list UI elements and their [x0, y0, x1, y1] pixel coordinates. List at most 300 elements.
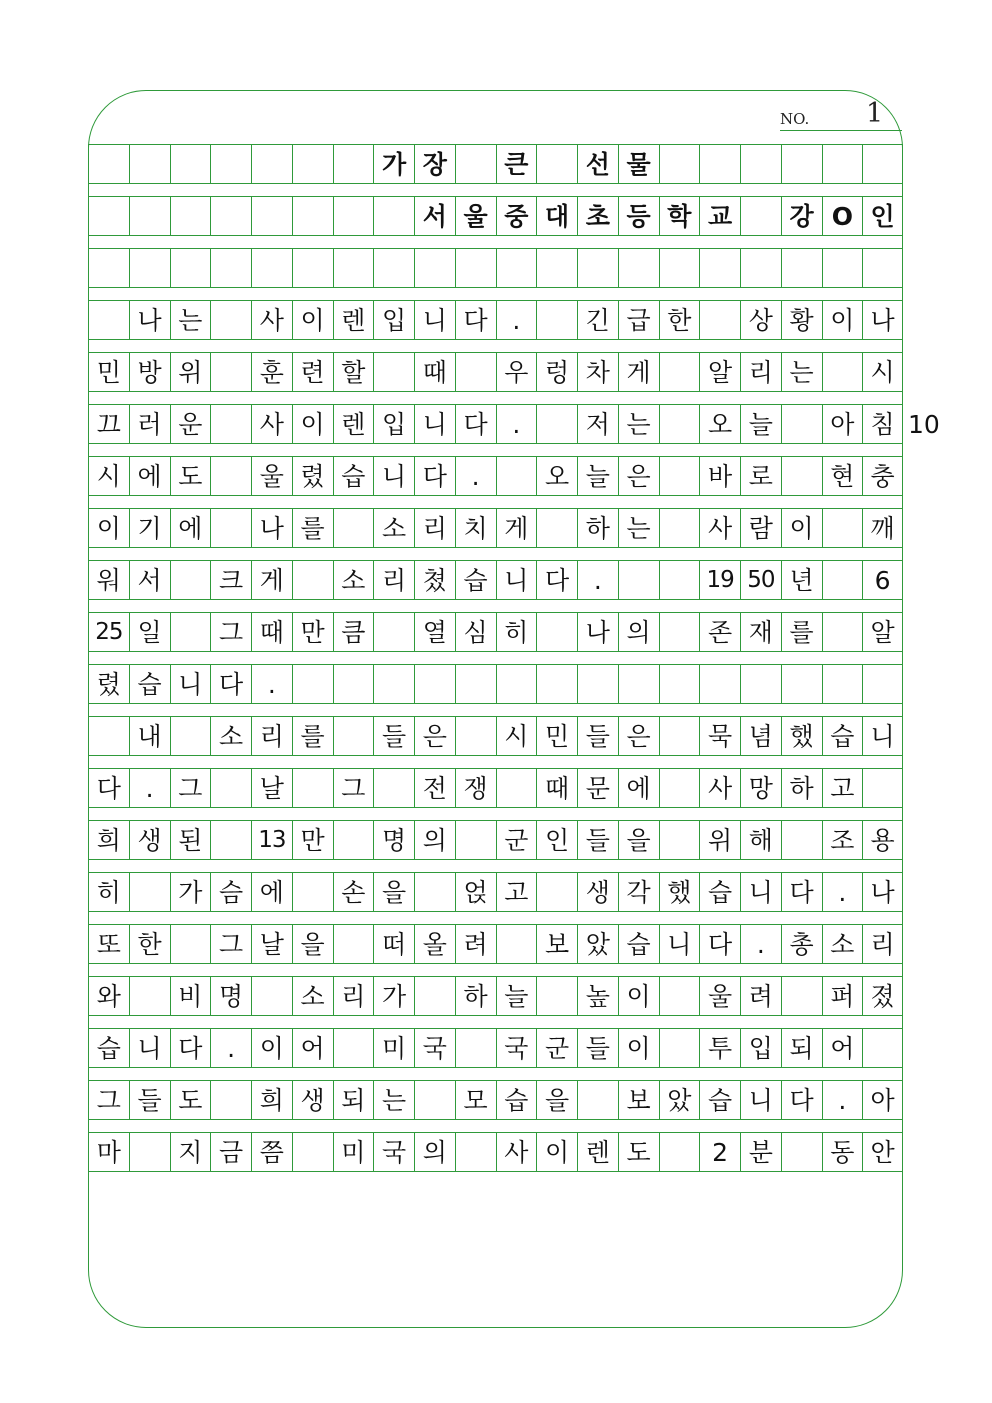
grid-cell: O: [822, 197, 863, 235]
grid-cell: 깨: [862, 509, 903, 547]
grid-cell: [333, 665, 374, 703]
grid-cell: 하: [577, 509, 618, 547]
grid-cell: [129, 977, 170, 1015]
text-row: [88, 508, 903, 548]
grid-cell: 은: [618, 457, 659, 495]
grid-cell: 했: [659, 873, 700, 911]
grid-cell: [210, 301, 251, 339]
grid-cell: 크: [210, 561, 251, 599]
grid-cell: .: [129, 769, 170, 807]
grid-cell: 했: [781, 717, 822, 755]
grid-cell: [781, 145, 822, 183]
grid-cell: 를: [781, 613, 822, 651]
grid-cell: 바: [699, 457, 740, 495]
grid-cell: [333, 509, 374, 547]
grid-cell: [496, 665, 537, 703]
grid-cell: 다: [455, 405, 496, 443]
grid-cell: [129, 1133, 170, 1171]
grid-cell: 시: [496, 717, 537, 755]
grid-cell: [659, 1133, 700, 1171]
grid-cell: [862, 769, 903, 807]
grid-cell: [333, 925, 374, 963]
grid-cell: 인: [536, 821, 577, 859]
grid-cell: 워: [88, 561, 129, 599]
grid-cell: [699, 249, 740, 287]
grid-cell: [292, 145, 333, 183]
grid-cell: [781, 405, 822, 443]
grid-cell: 학: [659, 197, 700, 235]
grid-cell: 13: [251, 821, 292, 859]
grid-cell: [455, 665, 496, 703]
grid-cell: 다: [88, 769, 129, 807]
grid-cell: 로: [740, 457, 781, 495]
grid-cell: [659, 769, 700, 807]
grid-cell: 나: [862, 301, 903, 339]
grid-cell: 소: [292, 977, 333, 1015]
grid-cell: 니: [129, 1029, 170, 1067]
text-row: [88, 924, 903, 964]
grid-cell: [659, 353, 700, 391]
grid-cell: 물: [618, 145, 659, 183]
grid-cell: 날: [251, 769, 292, 807]
grid-cell: 도: [618, 1133, 659, 1171]
grid-cell: 들: [577, 1029, 618, 1067]
grid-cell: 입: [740, 1029, 781, 1067]
grid-cell: 쟁: [455, 769, 496, 807]
grid-cell: 니: [496, 561, 537, 599]
grid-cell: 다: [455, 301, 496, 339]
grid-cell: [251, 197, 292, 235]
grid-cell: [822, 145, 863, 183]
grid-cell: 에: [170, 509, 211, 547]
grid-cell: [333, 249, 374, 287]
grid-cell: .: [251, 665, 292, 703]
grid-cell: 긴: [577, 301, 618, 339]
grid-cell: 우: [496, 353, 537, 391]
grid-cell: 해: [740, 821, 781, 859]
grid-cell: 은: [618, 717, 659, 755]
grid-cell: 민: [88, 353, 129, 391]
grid-cell: 와: [88, 977, 129, 1015]
grid-cell: 나: [577, 613, 618, 651]
grid-cell: 국: [414, 1029, 455, 1067]
grid-cell: [659, 509, 700, 547]
text-row: [88, 1028, 903, 1068]
grid-cell: [496, 925, 537, 963]
grid-cell: [577, 665, 618, 703]
grid-cell: [251, 145, 292, 183]
grid-cell: 선: [577, 145, 618, 183]
grid-cell: [822, 561, 863, 599]
grid-cell: 생: [129, 821, 170, 859]
grid-cell: 어: [292, 1029, 333, 1067]
grid-cell: 상: [740, 301, 781, 339]
grid-cell: 리: [740, 353, 781, 391]
grid-cell: 을: [536, 1081, 577, 1119]
grid-cell: [129, 249, 170, 287]
grid-cell: 아: [862, 1081, 903, 1119]
grid-cell: 사: [251, 405, 292, 443]
grid-cell: 울: [251, 457, 292, 495]
grid-cell: [333, 1029, 374, 1067]
grid-cell: 황: [781, 301, 822, 339]
grid-cell: 그: [210, 613, 251, 651]
grid-cell: 를: [292, 509, 333, 547]
grid-cell: [210, 249, 251, 287]
grid-cell: 습: [496, 1081, 537, 1119]
grid-cell: 가: [373, 145, 414, 183]
grid-cell: [740, 665, 781, 703]
grid-cell: 손: [333, 873, 374, 911]
grid-cell: 리: [251, 717, 292, 755]
grid-cell: 니: [414, 301, 455, 339]
grid-cell: 분: [740, 1133, 781, 1171]
grid-cell: 아: [822, 405, 863, 443]
text-row: [88, 352, 903, 392]
grid-cell: 련: [292, 353, 333, 391]
author-row: [88, 196, 903, 236]
grid-cell: 내: [129, 717, 170, 755]
grid-cell: [129, 197, 170, 235]
grid-cell: [699, 665, 740, 703]
grid-cell: [292, 665, 333, 703]
grid-cell: [740, 249, 781, 287]
grid-cell: [536, 405, 577, 443]
grid-cell: 희: [88, 821, 129, 859]
grid-cell: 급: [618, 301, 659, 339]
grid-cell: 이: [618, 977, 659, 1015]
grid-cell: 히: [496, 613, 537, 651]
grid-cell: 는: [170, 301, 211, 339]
grid-cell: 려: [740, 977, 781, 1015]
grid-cell: [455, 821, 496, 859]
grid-cell: [822, 665, 863, 703]
grid-cell: 높: [577, 977, 618, 1015]
grid-cell: 25: [88, 613, 129, 651]
grid-cell: [373, 665, 414, 703]
grid-cell: [414, 665, 455, 703]
text-row: [88, 1132, 903, 1172]
grid-cell: 19: [699, 561, 740, 599]
grid-cell: 된: [170, 821, 211, 859]
grid-cell: [659, 977, 700, 1015]
grid-cell: [170, 925, 211, 963]
grid-cell: [292, 561, 333, 599]
grid-cell: 습: [618, 925, 659, 963]
grid-cell: 소: [822, 925, 863, 963]
grid-cell: 큼: [333, 613, 374, 651]
grid-cell: [414, 977, 455, 1015]
grid-cell: 이: [251, 1029, 292, 1067]
grid-cell: 전: [414, 769, 455, 807]
grid-cell: 렌: [333, 405, 374, 443]
grid-cell: [210, 769, 251, 807]
grid-cell: [251, 249, 292, 287]
grid-cell: 쳤: [414, 561, 455, 599]
grid-cell: 이: [292, 405, 333, 443]
grid-cell: 때: [414, 353, 455, 391]
grid-cell: 히: [88, 873, 129, 911]
grid-cell: 알: [862, 613, 903, 651]
grid-cell: 되: [781, 1029, 822, 1067]
grid-cell: 모: [455, 1081, 496, 1119]
grid-cell: [333, 145, 374, 183]
grid-cell: 소: [333, 561, 374, 599]
grid-cell: 소: [373, 509, 414, 547]
grid-cell: [496, 457, 537, 495]
grid-cell: 교: [699, 197, 740, 235]
grid-cell: [210, 353, 251, 391]
grid-cell: 은: [414, 717, 455, 755]
grid-cell: 사: [699, 509, 740, 547]
grid-cell: 들: [577, 717, 618, 755]
grid-cell: 생: [577, 873, 618, 911]
grid-cell: 습: [455, 561, 496, 599]
grid-cell: [822, 353, 863, 391]
grid-cell: [659, 821, 700, 859]
grid-cell: 서: [414, 197, 455, 235]
grid-cell: [170, 145, 211, 183]
grid-cell: 때: [251, 613, 292, 651]
grid-cell: 오: [699, 405, 740, 443]
grid-cell: [373, 769, 414, 807]
grid-cell: [740, 145, 781, 183]
grid-cell: 들: [373, 717, 414, 755]
grid-cell: 인: [862, 197, 903, 235]
grid-cell: 위: [699, 821, 740, 859]
grid-cell: 각: [618, 873, 659, 911]
grid-cell: 명: [373, 821, 414, 859]
grid-cell: 재: [740, 613, 781, 651]
grid-cell: [373, 613, 414, 651]
text-row: [88, 976, 903, 1016]
text-row: [88, 612, 903, 652]
grid-cell: [536, 665, 577, 703]
grid-cell: [536, 301, 577, 339]
grid-cell: 희: [251, 1081, 292, 1119]
grid-cell: 는: [781, 353, 822, 391]
grid-cell: 고: [496, 873, 537, 911]
grid-cell: [210, 821, 251, 859]
grid-cell: 그: [333, 769, 374, 807]
grid-cell: [862, 249, 903, 287]
grid-cell: [496, 769, 537, 807]
grid-cell: 서: [129, 561, 170, 599]
grid-cell: 들: [577, 821, 618, 859]
grid-cell: 또: [88, 925, 129, 963]
grid-cell: 군: [496, 821, 537, 859]
grid-cell: 는: [373, 1081, 414, 1119]
grid-cell: 렸: [88, 665, 129, 703]
grid-cell: [414, 249, 455, 287]
grid-cell: [373, 197, 414, 235]
grid-cell: 사: [251, 301, 292, 339]
grid-cell: [455, 1029, 496, 1067]
grid-cell: [455, 249, 496, 287]
grid-cell: 니: [170, 665, 211, 703]
grid-cell: 다: [781, 1081, 822, 1119]
grid-cell: 만: [292, 821, 333, 859]
grid-cell: 그: [88, 1081, 129, 1119]
grid-cell: [659, 717, 700, 755]
grid-cell: [781, 457, 822, 495]
grid-cell: 다: [210, 665, 251, 703]
grid-cell: 그: [210, 925, 251, 963]
grid-cell: 게: [496, 509, 537, 547]
grid-cell: 려: [455, 925, 496, 963]
grid-cell: 니: [862, 717, 903, 755]
grid-cell: 할: [333, 353, 374, 391]
grid-cell: 총: [781, 925, 822, 963]
grid-cell: 게: [251, 561, 292, 599]
grid-cell: 용: [862, 821, 903, 859]
grid-cell: 강: [781, 197, 822, 235]
text-row: [88, 1080, 903, 1120]
grid-cell: 리: [414, 509, 455, 547]
grid-cell: [210, 509, 251, 547]
grid-cell: 울: [455, 197, 496, 235]
grid-cell: 는: [618, 405, 659, 443]
grid-cell: 를: [292, 717, 333, 755]
grid-cell: 묵: [699, 717, 740, 755]
grid-cell: 았: [659, 1081, 700, 1119]
grid-cell: .: [496, 405, 537, 443]
grid-cell: [455, 717, 496, 755]
grid-cell: 소: [210, 717, 251, 755]
grid-cell: [536, 977, 577, 1015]
grid-cell: 6: [862, 561, 903, 599]
grid-cell: [659, 665, 700, 703]
grid-cell: 국: [373, 1133, 414, 1171]
grid-cell: 도: [170, 457, 211, 495]
grid-cell: 명: [210, 977, 251, 1015]
grid-cell: .: [740, 925, 781, 963]
grid-cell: 미: [333, 1133, 374, 1171]
grid-cell: 중: [496, 197, 537, 235]
grid-cell: 올: [414, 925, 455, 963]
grid-cell: [210, 405, 251, 443]
grid-cell: [414, 1081, 455, 1119]
grid-cell: [618, 561, 659, 599]
grid-cell: 나: [251, 509, 292, 547]
grid-cell: 다: [536, 561, 577, 599]
grid-cell: 이: [88, 509, 129, 547]
grid-cell: 았: [577, 925, 618, 963]
grid-cell: [210, 1081, 251, 1119]
grid-cell: 현: [822, 457, 863, 495]
grid-cell: 슴: [210, 873, 251, 911]
grid-cell: [129, 873, 170, 911]
text-row: [88, 768, 903, 808]
grid-cell: 때: [536, 769, 577, 807]
grid-cell: 등: [618, 197, 659, 235]
grid-cell: 졌: [862, 977, 903, 1015]
grid-cell: 니: [414, 405, 455, 443]
text-row: [88, 716, 903, 756]
grid-cell: 비: [170, 977, 211, 1015]
grid-cell: 가: [373, 977, 414, 1015]
grid-cell: 사: [699, 769, 740, 807]
grid-cell: 의: [414, 1133, 455, 1171]
grid-cell: [536, 145, 577, 183]
grid-cell: 되: [333, 1081, 374, 1119]
grid-cell: 국: [496, 1029, 537, 1067]
grid-cell: 고: [822, 769, 863, 807]
grid-cell: [822, 249, 863, 287]
grid-cell: [292, 1133, 333, 1171]
grid-cell: 치: [455, 509, 496, 547]
grid-cell: .: [455, 457, 496, 495]
grid-cell: [618, 665, 659, 703]
grid-cell: [455, 353, 496, 391]
grid-cell: 이: [781, 509, 822, 547]
grid-cell: 한: [659, 301, 700, 339]
grid-cell: 게: [618, 353, 659, 391]
grid-cell: .: [577, 561, 618, 599]
grid-cell: [577, 249, 618, 287]
grid-cell: 에: [129, 457, 170, 495]
grid-cell: 날: [251, 925, 292, 963]
grid-cell: 차: [577, 353, 618, 391]
page-number-label: NO.: [780, 110, 810, 128]
grid-cell: 도: [170, 1081, 211, 1119]
grid-cell: [88, 145, 129, 183]
text-row: [88, 820, 903, 860]
grid-cell: 큰: [496, 145, 537, 183]
grid-cell: 나: [129, 301, 170, 339]
grid-cell: 열: [414, 613, 455, 651]
grid-cell: [88, 197, 129, 235]
grid-cell: 이: [618, 1029, 659, 1067]
page-number-underline: [780, 130, 902, 131]
grid-cell: 존: [699, 613, 740, 651]
grid-cell: 니: [740, 873, 781, 911]
grid-cell: [659, 405, 700, 443]
text-row: [88, 248, 903, 288]
grid-cell: 끄: [88, 405, 129, 443]
grid-cell: 렸: [292, 457, 333, 495]
grid-cell: 군: [536, 1029, 577, 1067]
grid-cell: 퍼: [822, 977, 863, 1015]
grid-cell: 의: [414, 821, 455, 859]
grid-cell: 문: [577, 769, 618, 807]
grid-cell: [210, 197, 251, 235]
grid-cell: .: [210, 1029, 251, 1067]
grid-cell: 입: [373, 405, 414, 443]
grid-cell: [699, 301, 740, 339]
grid-cell: [170, 717, 211, 755]
grid-cell: 에: [251, 873, 292, 911]
grid-cell: [618, 249, 659, 287]
grid-cell: 50: [740, 561, 781, 599]
grid-cell: 안: [862, 1133, 903, 1171]
grid-cell: [210, 145, 251, 183]
grid-cell: 하: [781, 769, 822, 807]
grid-cell: 민: [536, 717, 577, 755]
grid-cell: [699, 145, 740, 183]
grid-cell: [414, 873, 455, 911]
grid-cell: 2: [699, 1133, 740, 1171]
grid-cell: [781, 821, 822, 859]
grid-cell: [659, 613, 700, 651]
grid-cell: [659, 145, 700, 183]
grid-cell: [292, 249, 333, 287]
grid-cell: [659, 1029, 700, 1067]
grid-cell: 훈: [251, 353, 292, 391]
grid-cell: 리: [862, 925, 903, 963]
grid-cell: [210, 457, 251, 495]
grid-cell: 미: [373, 1029, 414, 1067]
